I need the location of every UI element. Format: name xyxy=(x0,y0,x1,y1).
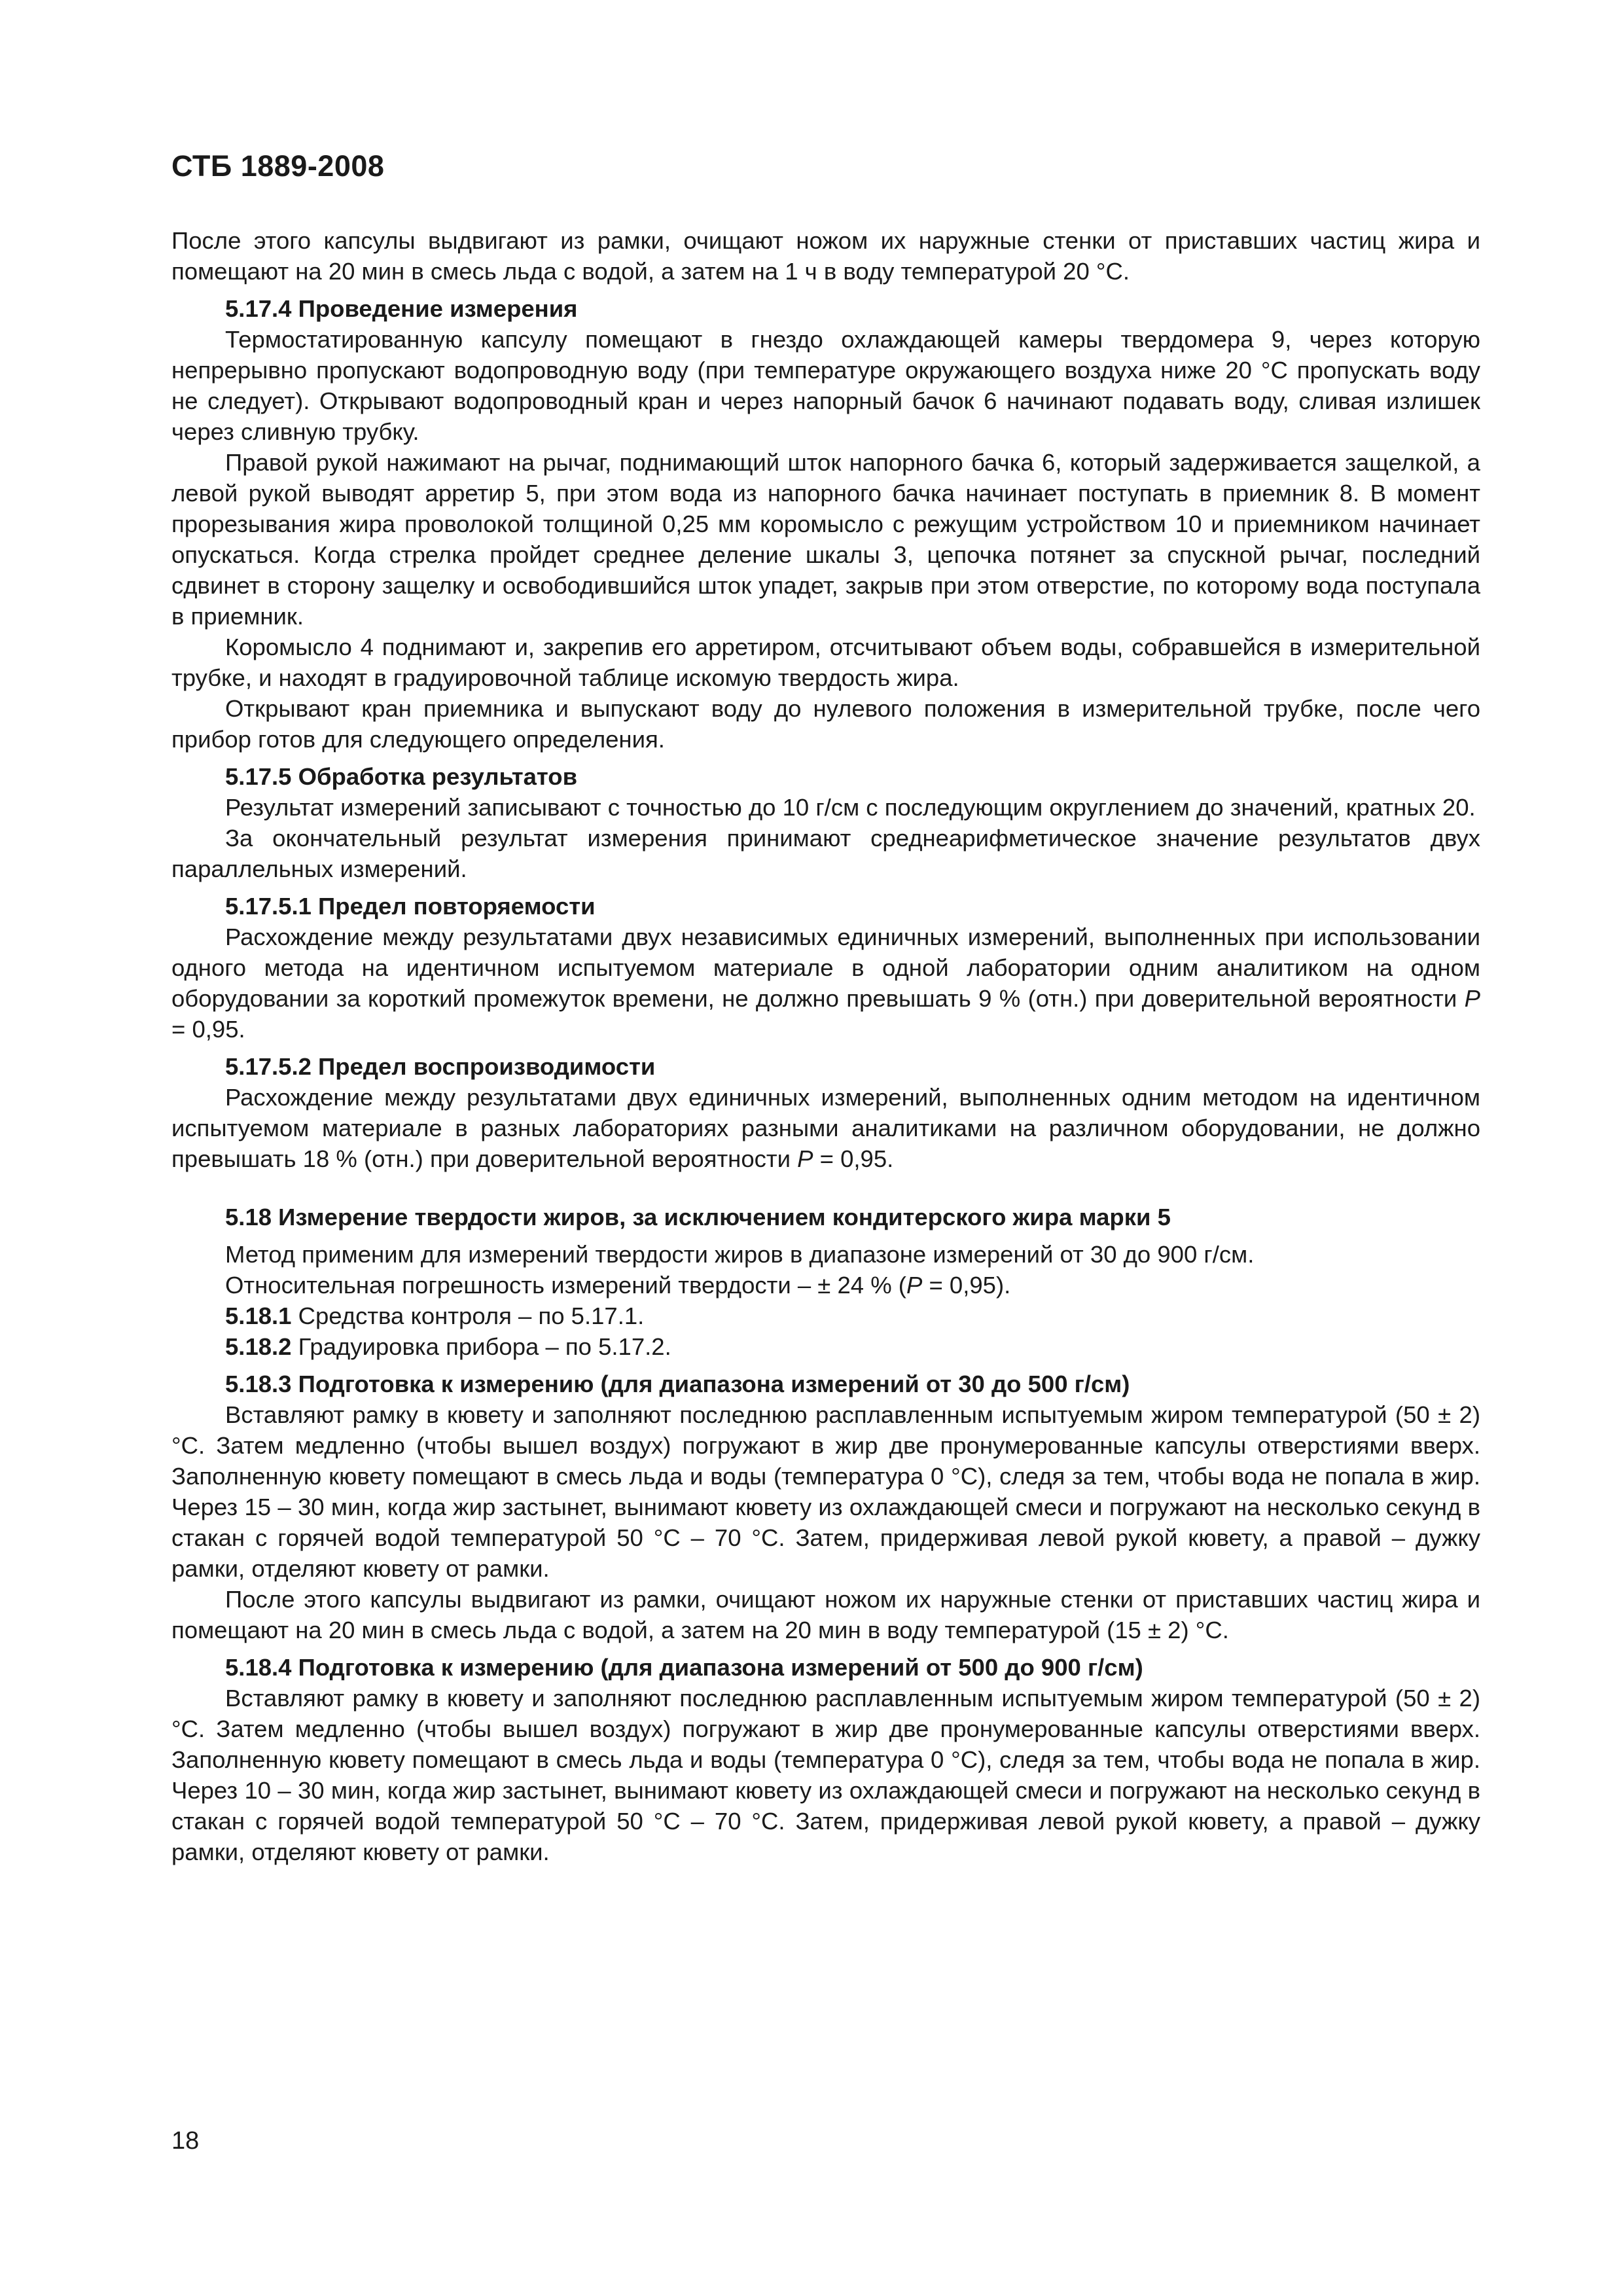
paragraph xyxy=(171,922,1480,1045)
paragraph: За окончательный результат измерения принимают среднеарифметическое значение результатов двух параллельных измерений. xyxy=(171,825,1480,882)
paragraph: Термостатированную капсулу помещают в гнездо охлаждающей камеры твердомера 9, через которую непрерывно пропускают водопроводную воду (при температуре окружающего воздуха ниже 20 °С пропускать воду не следует). Открывают водопроводный кран и через напорный бачок 6 начинают подавать воду, сливая излишек через сливную трубку. xyxy=(171,326,1480,445)
paragraph: Правой рукой нажимают на рычаг, поднимающий шток напорного бачка 6, который задерживается защелкой, а левой рукой выводят арретир 5, при этом вода из напорного бачка начинает поступать в приемник 8. В момент прорезывания жира проволокой толщиной 0,25 мм коромысло с режущим устройством 10 и приемником начинает опускаться. Когда стрелка пройдет среднее деление шкалы 3, цепочка потянет за спускной рычаг, последний сдвинет в сторону защелку и освободившийся шток упадет, закрыв при этом отверстие, по которому вода поступала в приемник. xyxy=(171,449,1480,630)
heading-5-17-5: 5.17.5 Обработка результатов xyxy=(225,763,578,790)
paragraph: Метод применим для измерений твердости жиров в диапазоне измерений от 30 до 900 г/см. xyxy=(225,1241,1255,1268)
text-run: = 0,95. xyxy=(171,1016,245,1043)
paragraph: Результат измерений записывают с точностью до 10 г/см с последующим округлением до значений, кратных 20. xyxy=(225,794,1476,821)
paragraph: Коромысло 4 поднимают и, закрепив его арретиром, отсчитывают объем воды, собравшейся в измерительной трубке, и находят в градуировочной таблице искомую твердость жира. xyxy=(171,634,1480,691)
heading-5-18-4: 5.18.4 Подготовка к измерению (для диапазона измерений от 500 до 900 г/см) xyxy=(225,1654,1143,1681)
paragraph: Вставляют рамку в кювету и заполняют последнюю расплавленным испытуемым жиром температурой (50 ± 2) °С. Затем медленно (чтобы вышел воздух) погружают в жир две пронумерованные капсулы отверстиями вверх. Заполненную кювету помещают в смесь льда и воды (температура 0 °С), следя за тем, чтобы вода не попала в жир. Через 10 – 30 мин, когда жир застынет, вынимают кювету из охлаждающей смеси и погружают на несколько секунд в стакан с горячей водой температурой 50 °С – 70 °С. Затем, придерживая левой рукой кювету, а правой – дужку рамки, отделяют кювету от рамки. xyxy=(171,1685,1480,1865)
text-run: Расхождение между результатами двух единичных измерений, выполненных одним методом на идентичном испытуемом материале в разных лабораториях разными аналитиками на различном оборудовании, не должно превышать 18 % (отн.) при доверительной вероятности xyxy=(171,1084,1480,1172)
text-run: = 0,95). xyxy=(922,1272,1011,1299)
variable-p: Р xyxy=(1464,985,1480,1012)
paragraph xyxy=(171,1082,1480,1174)
text-run: Градуировка прибора – по 5.17.2. xyxy=(291,1333,671,1360)
paragraph xyxy=(171,1300,1480,1331)
variable-p: Р xyxy=(906,1272,923,1299)
paragraph xyxy=(171,1331,1480,1362)
page-number: 18 xyxy=(171,2127,200,2155)
text-run: = 0,95. xyxy=(813,1145,894,1172)
text-run: Относительная погрешность измерений твердости – ± 24 % ( xyxy=(225,1272,906,1299)
clause-number: 5.18.2 xyxy=(225,1333,292,1360)
document-page xyxy=(171,0,1480,2296)
text-run: Расхождение между результатами двух независимых единичных измерений, выполненных при использовании одного метода на идентичном испытуемом материале в одной лаборатории одним аналитиком на одном оборудовании за короткий промежуток времени, не должно превышать 9 % (отн.) при доверительной вероятности xyxy=(171,924,1480,1012)
paragraph xyxy=(171,1270,1480,1300)
heading-5-17-4: 5.17.4 Проведение измерения xyxy=(225,295,578,322)
heading-5-17-5-2: 5.17.5.2 Предел воспроизводимости xyxy=(225,1053,656,1080)
intro-paragraph: После этого капсулы выдвигают из рамки, очищают ножом их наружные стенки от приставших частиц жира и помещают на 20 мин в смесь льда с водой, а затем на 1 ч в воду температурой 20 °С. xyxy=(171,227,1480,285)
paragraph: Открывают кран приемника и выпускают воду до нулевого положения в измерительной трубке, после чего прибор готов для следующего определения. xyxy=(171,695,1480,753)
paragraph: После этого капсулы выдвигают из рамки, очищают ножом их наружные стенки от приставших частиц жира и помещают на 20 мин в смесь льда с водой, а затем на 20 мин в воду температурой (15 ± 2) °С. xyxy=(171,1586,1480,1643)
text-run: Средства контроля – по 5.17.1. xyxy=(291,1302,645,1329)
paragraph: Вставляют рамку в кювету и заполняют последнюю расплавленным испытуемым жиром температурой (50 ± 2) °С. Затем медленно (чтобы вышел воздух) погружают в жир две пронумерованные капсулы отверстиями вверх. Заполненную кювету помещают в смесь льда и воды (температура 0 °С), следя за тем, чтобы вода не попала в жир. Через 15 – 30 мин, когда жир застынет, вынимают кювету из охлаждающей смеси и погружают на несколько секунд в стакан с горячей водой температурой 50 °С – 70 °С. Затем, придерживая левой рукой кювету, а правой – дужку рамки, отделяют кювету от рамки. xyxy=(171,1401,1480,1582)
document-body xyxy=(171,225,1480,1867)
variable-p: Р xyxy=(797,1145,813,1172)
heading-5-18: 5.18 Измерение твердости жиров, за исключением кондитерского жира марки 5 xyxy=(225,1204,1171,1230)
heading-5-17-5-1: 5.17.5.1 Предел повторяемости xyxy=(225,893,596,920)
clause-number: 5.18.1 xyxy=(225,1302,292,1329)
heading-5-18-3: 5.18.3 Подготовка к измерению (для диапазона измерений от 30 до 500 г/см) xyxy=(225,1371,1130,1397)
document-code: СТБ 1889-2008 xyxy=(171,149,385,183)
